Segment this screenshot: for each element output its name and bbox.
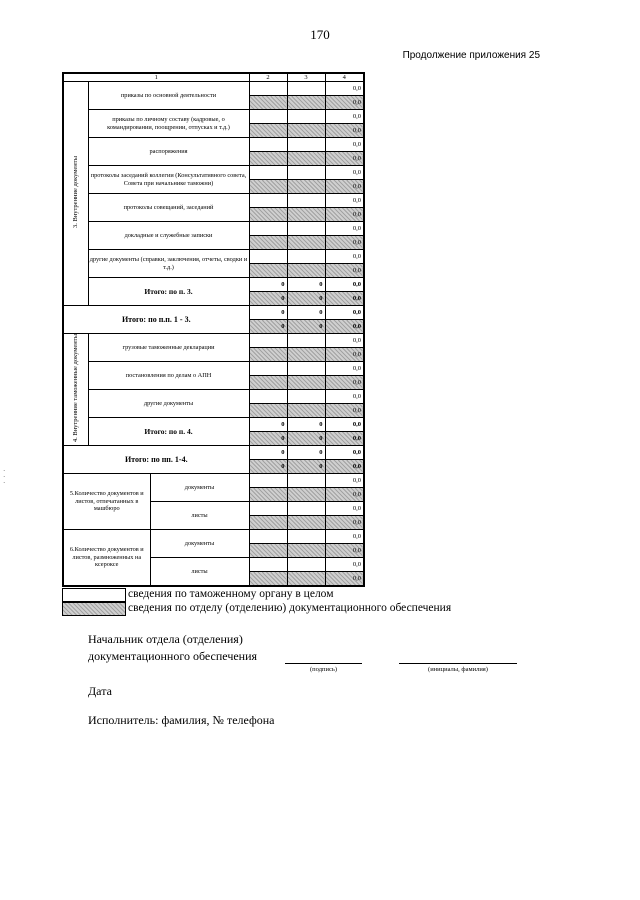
header-col-1: 1 xyxy=(63,73,249,82)
table-row xyxy=(63,250,364,264)
table-row xyxy=(63,194,364,208)
total-1-3-label: Итого: по п.п. 1 - 3. xyxy=(63,306,249,334)
row-label: листы xyxy=(150,558,249,586)
date-label: Дата xyxy=(88,684,112,698)
margin-dots: · · · xyxy=(3,467,6,487)
row-label: распоряжения xyxy=(88,138,249,166)
table-row xyxy=(63,222,364,236)
section-3-label: 3. Внутренние документы xyxy=(63,82,88,306)
header-col-3: 3 xyxy=(287,73,325,82)
section-4-total-label: Итого: по п. 4. xyxy=(88,418,249,446)
value-cell: 0,0 xyxy=(325,488,364,502)
signature-caption: (подпись) xyxy=(310,666,337,673)
value-cell: 0,0 xyxy=(325,250,364,264)
value-cell: 0,0 xyxy=(325,208,364,222)
appendix-title: Продолжение приложения 25 xyxy=(402,50,540,61)
row-label: протоколы заседаний коллегии (Консультативного совета, Совета при начальнике таможни) xyxy=(88,166,249,194)
value-cell: 0,0 xyxy=(325,530,364,544)
value-cell: 0 xyxy=(249,418,287,432)
section-3-total-label: Итого: по п. 3. xyxy=(88,278,249,306)
value-cell: 0,0 xyxy=(325,278,364,292)
value-cell: 0,0 xyxy=(325,166,364,180)
value-cell: 0 xyxy=(249,432,287,446)
row-label: документы xyxy=(150,474,249,502)
name-line xyxy=(399,663,517,664)
value-cell: 0,0 xyxy=(325,222,364,236)
value-cell: 0 xyxy=(287,446,325,460)
value-cell: 0,0 xyxy=(325,474,364,488)
table-row xyxy=(63,530,364,544)
value-cell: 0,0 xyxy=(325,362,364,376)
chief-title-line-2: документационного обеспечения xyxy=(88,649,258,663)
section-4-label: 4. Внутренние таможенные документы xyxy=(63,334,88,446)
table-row xyxy=(63,166,364,180)
value-cell: 0 xyxy=(249,306,287,320)
row-label: протоколы совещаний, заседаний xyxy=(88,194,249,222)
chief-title-line-1: Начальник отдела (отделения) xyxy=(88,632,243,646)
report-table xyxy=(62,72,365,587)
row-label: докладные и служебные записки xyxy=(88,222,249,250)
value-cell: 0,0 xyxy=(325,124,364,138)
value-cell: 0 xyxy=(249,320,287,334)
value-cell: 0,0 xyxy=(325,236,364,250)
table-row xyxy=(63,82,364,96)
value-cell: 0,0 xyxy=(325,544,364,558)
value-cell: 0,0 xyxy=(325,348,364,362)
table-row xyxy=(63,362,364,376)
value-cell: 0 xyxy=(287,418,325,432)
value-cell: 0 xyxy=(249,278,287,292)
value-cell: 0 xyxy=(287,306,325,320)
signature-line xyxy=(285,663,362,664)
section-6-label: 6.Количество документов и листов, размноженных на ксероксе xyxy=(63,530,150,586)
table-row xyxy=(63,390,364,404)
legend-label-organ: сведения по таможенному органу в целом xyxy=(128,588,334,600)
table-row xyxy=(63,334,364,348)
value-cell: 0,0 xyxy=(325,334,364,348)
header-col-2: 2 xyxy=(249,73,287,82)
value-cell: 0,0 xyxy=(325,152,364,166)
row-label: другие документы xyxy=(88,390,249,418)
value-cell: 0 xyxy=(287,278,325,292)
value-cell: 0,0 xyxy=(325,516,364,530)
table-row xyxy=(63,138,364,152)
value-cell: 0 xyxy=(287,292,325,306)
value-cell: 0,0 xyxy=(325,558,364,572)
value-cell: 0,0 xyxy=(325,460,364,474)
table-row xyxy=(63,474,364,488)
value-cell: 0,0 xyxy=(325,306,364,320)
value-cell: 0,0 xyxy=(325,194,364,208)
value-cell: 0,0 xyxy=(325,96,364,110)
executor-label: Исполнитель: фамилия, № телефона xyxy=(88,713,275,727)
name-caption: (инициалы, фамилия) xyxy=(428,666,488,673)
table-row xyxy=(63,278,364,292)
page-number: 170 xyxy=(310,27,330,42)
value-cell: 0,0 xyxy=(325,502,364,516)
total-1-4-label: Итого: по пп. 1-4. xyxy=(63,446,249,474)
value-cell: 0,0 xyxy=(325,264,364,278)
value-cell: 0,0 xyxy=(325,320,364,334)
legend-label-department: сведения по отделу (отделению) документационного обеспечения xyxy=(128,602,452,614)
value-cell: 0,0 xyxy=(325,110,364,124)
value-cell: 0,0 xyxy=(325,390,364,404)
value-cell: 0,0 xyxy=(325,180,364,194)
legend-swatch-shaded xyxy=(62,602,126,616)
row-label: другие документы (справки, заключения, отчеты, сводки и т.д.) xyxy=(88,250,249,278)
value-cell: 0,0 xyxy=(325,572,364,586)
table-row xyxy=(63,446,364,460)
value-cell: 0,0 xyxy=(325,404,364,418)
row-label: документы xyxy=(150,530,249,558)
table-row xyxy=(63,306,364,320)
value-cell: 0,0 xyxy=(325,292,364,306)
table-header-row xyxy=(63,73,364,82)
row-label: грузовые таможенные декларации xyxy=(88,334,249,362)
row-label: постановления по делам о АПН xyxy=(88,362,249,390)
legend-swatch-white xyxy=(62,588,126,602)
value-cell: 0 xyxy=(249,292,287,306)
value-cell: 0,0 xyxy=(325,418,364,432)
value-cell: 0 xyxy=(249,460,287,474)
header-col-4: 4 xyxy=(325,73,364,82)
value-cell: 0 xyxy=(287,320,325,334)
value-cell: 0,0 xyxy=(325,446,364,460)
value-cell: 0,0 xyxy=(325,138,364,152)
value-cell: 0 xyxy=(287,432,325,446)
value-cell: 0 xyxy=(249,446,287,460)
value-cell: 0,0 xyxy=(325,376,364,390)
value-cell: 0 xyxy=(287,460,325,474)
row-label: листы xyxy=(150,502,249,530)
row-label: приказы по основной деятельности xyxy=(88,82,249,110)
table-row xyxy=(63,110,364,124)
table-row xyxy=(63,418,364,432)
value-cell: 0,0 xyxy=(325,82,364,96)
row-label: приказы по личному составу (кадровые, о командировании, поощрении, отпусках и т.д.) xyxy=(88,110,249,138)
section-5-label: 5.Количество документов и листов, отпечатанных в машбюро xyxy=(63,474,150,530)
value-cell: 0,0 xyxy=(325,432,364,446)
